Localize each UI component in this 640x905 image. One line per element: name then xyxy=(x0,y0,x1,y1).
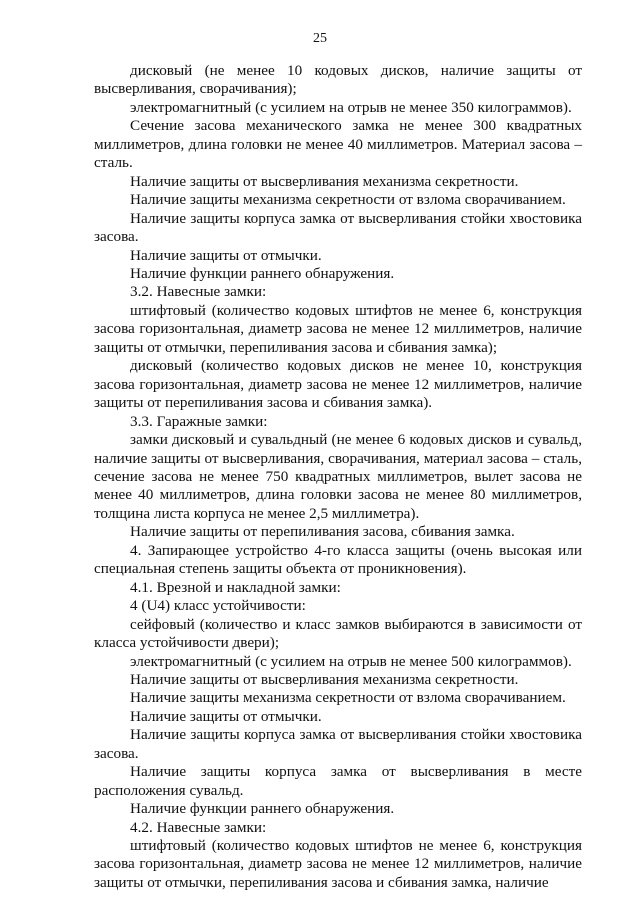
paragraph: Сечение засова механического замка не менее 300 квадратных миллиметров, длина головки не менее 40 миллиметров. Материал засова – сталь. xyxy=(94,117,582,172)
paragraph: штифтовый (количество кодовых штифтов не менее 6, конструкция засова горизонтальная, диаметр засова не менее 12 миллиметров, наличие защиты от отмычки, перепиливания засова и сбивания замка, наличие xyxy=(94,837,582,891)
paragraph: Наличие защиты корпуса замка от высверливания в месте расположения сувальд. xyxy=(94,763,582,799)
body-text xyxy=(94,62,582,892)
paragraph: Наличие защиты корпуса замка от высверливания стойки хвостовика засова. xyxy=(94,726,582,762)
paragraph: Наличие функции раннего обнаружения. xyxy=(130,264,395,282)
paragraph: штифтовый (количество кодовых штифтов не менее 6, конструкция засова горизонтальная, диаметр засова не менее 12 миллиметров, наличие защиты от отмычки, перепиливания засова и сбивания замка); xyxy=(94,301,582,356)
paragraph: замки дисковый и сувальдный (не менее 6 кодовых дисков и сувальд, наличие защиты от высверливания, сворачивания, материал засова – сталь, сечение засова не менее 750 квадратных миллиметров, вылет засова не менее 40 миллиметров, длина головки засова не менее 80 миллиметров, толщина листа корпуса не менее 2,5 миллиметра). xyxy=(94,431,582,522)
paragraph: сейфовый (количество и класс замков выбираются в зависимости от класса устойчивости двери); xyxy=(94,615,582,652)
paragraph: Наличие защиты механизма секретности от взлома сворачиванием. xyxy=(130,191,566,209)
section-heading: 4.1. Врезной и накладной замки: xyxy=(130,578,341,596)
paragraph: Наличие защиты от перепиливания засова, сбивания замка. xyxy=(130,523,515,541)
paragraph: Наличие защиты от высверливания механизма секретности. xyxy=(130,172,519,190)
paragraph: электромагнитный (с усилием на отрыв не менее 350 килограммов). xyxy=(130,98,572,116)
paragraph: Наличие защиты механизма секретности от взлома сворачиванием. xyxy=(130,689,566,707)
paragraph: Наличие защиты от высверливания механизма секретности. xyxy=(130,670,519,688)
section-heading: 4.2. Навесные замки: xyxy=(130,818,267,836)
paragraph: Наличие защиты от отмычки. xyxy=(130,707,322,725)
paragraph: Наличие функции раннего обнаружения. xyxy=(130,800,395,818)
section-heading: 3.2. Навесные замки: xyxy=(130,283,267,301)
page-number: 25 xyxy=(313,31,327,46)
paragraph: дисковый (количество кодовых дисков не менее 10, конструкция засова горизонтальная, диаметр засова не менее 12 миллиметров, наличие защиты от перепиливания засова и сбивания замка). xyxy=(94,357,582,412)
section-heading: 3.3. Гаражные замки: xyxy=(130,412,268,430)
paragraph: дисковый (не менее 10 кодовых дисков, наличие защиты от высверливания, сворачивания); xyxy=(94,62,582,98)
paragraph: электромагнитный (с усилием на отрыв не менее 500 килограммов). xyxy=(130,652,572,670)
section-heading: 4. Запирающее устройство 4-го класса защиты (очень высокая или специальная степень защиты объекта от проникновения). xyxy=(94,541,582,578)
paragraph: Наличие защиты от отмычки. xyxy=(130,246,322,264)
paragraph: 4 (U4) класс устойчивости: xyxy=(130,597,306,615)
paragraph: Наличие защиты корпуса замка от высверливания стойки хвостовика засова. xyxy=(94,209,582,246)
